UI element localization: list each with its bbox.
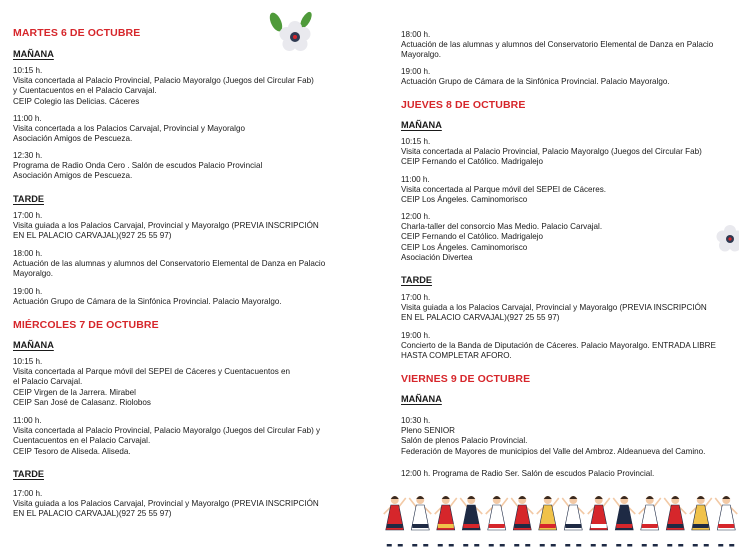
event-line: Visita guiada a los Palacios Carvajal, Provincial y Mayoralgo (PREVIA INSCRIPCIÓN (13, 221, 319, 231)
event (401, 212, 731, 263)
event-time: 11:00 h. (13, 114, 42, 123)
event-line: y Cuentacuentos en el Palacio Carvajal. (13, 86, 157, 96)
dancer-figure (639, 496, 661, 547)
event-line: Actuación Grupo de Cámara de la Sinfónica Provincial. Palacio Mayoralgo. (13, 297, 282, 307)
event-last: 12:00 h. Programa de Radio Ser. Salón de escudos Palacio Provincial. (401, 469, 655, 478)
event-line: CEIP Virgen de la Jarrera. Mirabel (13, 387, 136, 397)
event (13, 249, 373, 280)
dancer-figure (435, 496, 457, 547)
event-line: Visita guiada a los Palacios Carvajal, Provincial y Mayoralgo (PREVIA INSCRIPCIÓN (401, 303, 707, 313)
dancer-figure (664, 496, 686, 547)
event-line: Cuentacuentos en el Palacio Carvajal. (13, 436, 151, 446)
event-line: EN EL PALACIO CARVAJAL)(927 25 55 97) (13, 231, 172, 241)
event-line: CEIP Los Ángeles. Caminomorisco (401, 195, 528, 205)
event-line: CEIP Fernando el Católico. Madrigalejo (401, 232, 544, 242)
dancer-figure (715, 496, 737, 547)
event (13, 151, 373, 182)
section-tarde: TARDE (13, 469, 44, 479)
event (401, 175, 731, 206)
event-line: Federación de Mayores de municipios del Valle del Ambroz. Aldeanueva del Camino. (401, 446, 706, 456)
day-title-martes: MARTES 6 DE OCTUBRE (13, 27, 141, 39)
event-time: 17:00 h. (13, 211, 43, 220)
event-line: Pleno SENIOR (401, 426, 455, 436)
event-time: 11:00 h. (13, 416, 42, 425)
event-line: Programa de Radio Onda Cero . Salón de escudos Palacio Provincial (13, 161, 263, 171)
event-line: Mayoralgo. (13, 269, 54, 279)
day-title-viernes: VIERNES 9 DE OCTUBRE (401, 373, 531, 385)
event-line: EN EL PALACIO CARVAJAL)(927 25 55 97) (401, 313, 560, 323)
event (401, 416, 731, 457)
section-manana: MAÑANA (13, 49, 54, 59)
event-line: Visita concertada al Palacio Provincial, Palacio Mayoralgo (Juegos del Circular Fab) y (13, 426, 321, 436)
event-line: Visita concertada a los Palacios Carvajal, Provincial y Mayoralgo (13, 124, 245, 134)
event (401, 67, 731, 87)
event-time: 10:30 h. (401, 416, 431, 425)
event (13, 211, 373, 242)
section-manana: MAÑANA (13, 340, 54, 350)
event (13, 416, 373, 457)
event-line: Charla-taller del consorcio Mas Medio. Palacio Carvajal. (401, 222, 603, 232)
event-line: HASTA COMPLETAR AFORO. (401, 351, 512, 361)
event-line: CEIP Fernando el Católico. Madrigalejo (401, 157, 544, 167)
event-line: Actuación de las alumnas y alumnos del Conservatorio Elemental de Danza en Palacio (401, 40, 714, 50)
dancers-illustration (382, 488, 739, 551)
day-title-miercoles: MIÉRCOLES 7 DE OCTUBRE (13, 319, 159, 331)
event (401, 30, 731, 61)
day-title-jueves: JUEVES 8 DE OCTUBRE (401, 99, 526, 111)
event-time: 10:15 h. (13, 66, 43, 75)
event-line: el Palacio Carvajal. (13, 377, 83, 387)
event-time: 18:00 h. (401, 30, 431, 39)
event (13, 287, 373, 307)
event (401, 293, 731, 324)
event-line: Asociación Divertea (401, 252, 473, 262)
dancer-figure (588, 496, 610, 547)
dancer-figure (537, 496, 559, 547)
event-time: 19:00 h. (401, 67, 431, 76)
event-line: EN EL PALACIO CARVAJAL)(927 25 55 97) (13, 509, 172, 519)
flower-icon (262, 10, 322, 60)
event-line: Visita concertada al Parque móvil del SEPEI de Cáceres. (401, 185, 606, 195)
event-line: Visita concertada al Palacio Provincial, Palacio Mayoralgo (Juegos del Circular Fab) (13, 76, 314, 86)
event-line: Concierto de la Banda de Diputación de Cáceres. Palacio Mayoralgo. ENTRADA LIBRE (401, 341, 716, 351)
event-line: CEIP Los Ángeles. Caminomorisco (401, 242, 528, 252)
dancer-figure (460, 496, 482, 547)
event-line: Actuación Grupo de Cámara de la Sinfónica Provincial. Palacio Mayoralgo. (401, 77, 670, 87)
event (13, 66, 373, 107)
event-time: 17:00 h. (401, 293, 431, 302)
section-tarde: TARDE (401, 275, 432, 285)
dancer-figure (486, 496, 508, 547)
event-line: Visita concertada al Parque móvil del SEPEI de Cáceres y Cuentacuentos en (13, 367, 290, 377)
event-time: 11:00 h. (401, 175, 430, 184)
event-time: 18:00 h. (13, 249, 43, 258)
event-line: Visita guiada a los Palacios Carvajal, Provincial y Mayoralgo (PREVIA INSCRIPCIÓN (13, 499, 319, 509)
event-time: 19:00 h. (401, 331, 431, 340)
event-line: Actuación de las alumnas y alumnos del Conservatorio Elemental de Danza en Palacio (13, 259, 326, 269)
event-line: Salón de plenos Palacio Provincial. (401, 436, 528, 446)
dancer-figure (511, 496, 533, 547)
flower-icon (716, 222, 739, 256)
section-manana: MAÑANA (401, 394, 442, 404)
section-tarde: TARDE (13, 194, 44, 204)
event-line: Mayoralgo. (401, 50, 442, 60)
event (13, 357, 373, 408)
dancer-figure (409, 496, 431, 547)
event-time: 10:15 h. (401, 137, 431, 146)
event (401, 137, 731, 168)
event-line: CEIP Tesoro de Aliseda. Aliseda. (13, 446, 131, 456)
event-time: 19:00 h. (13, 287, 43, 296)
dancer-figure (384, 496, 406, 547)
dancer-figure (613, 496, 635, 547)
event-time: 17:00 h. (13, 489, 43, 498)
dancer-figure (562, 496, 584, 547)
section-manana: MAÑANA (401, 120, 442, 130)
event (13, 489, 373, 520)
event-line: CEIP Colegio las Delicias. Cáceres (13, 96, 140, 106)
event-time: 12:30 h. (13, 151, 43, 160)
event-time: 10:15 h. (13, 357, 43, 366)
event-line: Asociación Amigos de Pescueza. (13, 171, 133, 181)
event (13, 114, 373, 145)
dancer-figure (690, 496, 712, 547)
event-line: Visita concertada al Palacio Provincial, Palacio Mayoralgo (Juegos del Circular Fab) (401, 147, 702, 157)
event-line: Asociación Amigos de Pescueza. (13, 134, 133, 144)
event-time: 12:00 h. (401, 212, 431, 221)
event-line: CEIP San José de Calasanz. Riolobos (13, 397, 151, 407)
event (401, 331, 731, 362)
